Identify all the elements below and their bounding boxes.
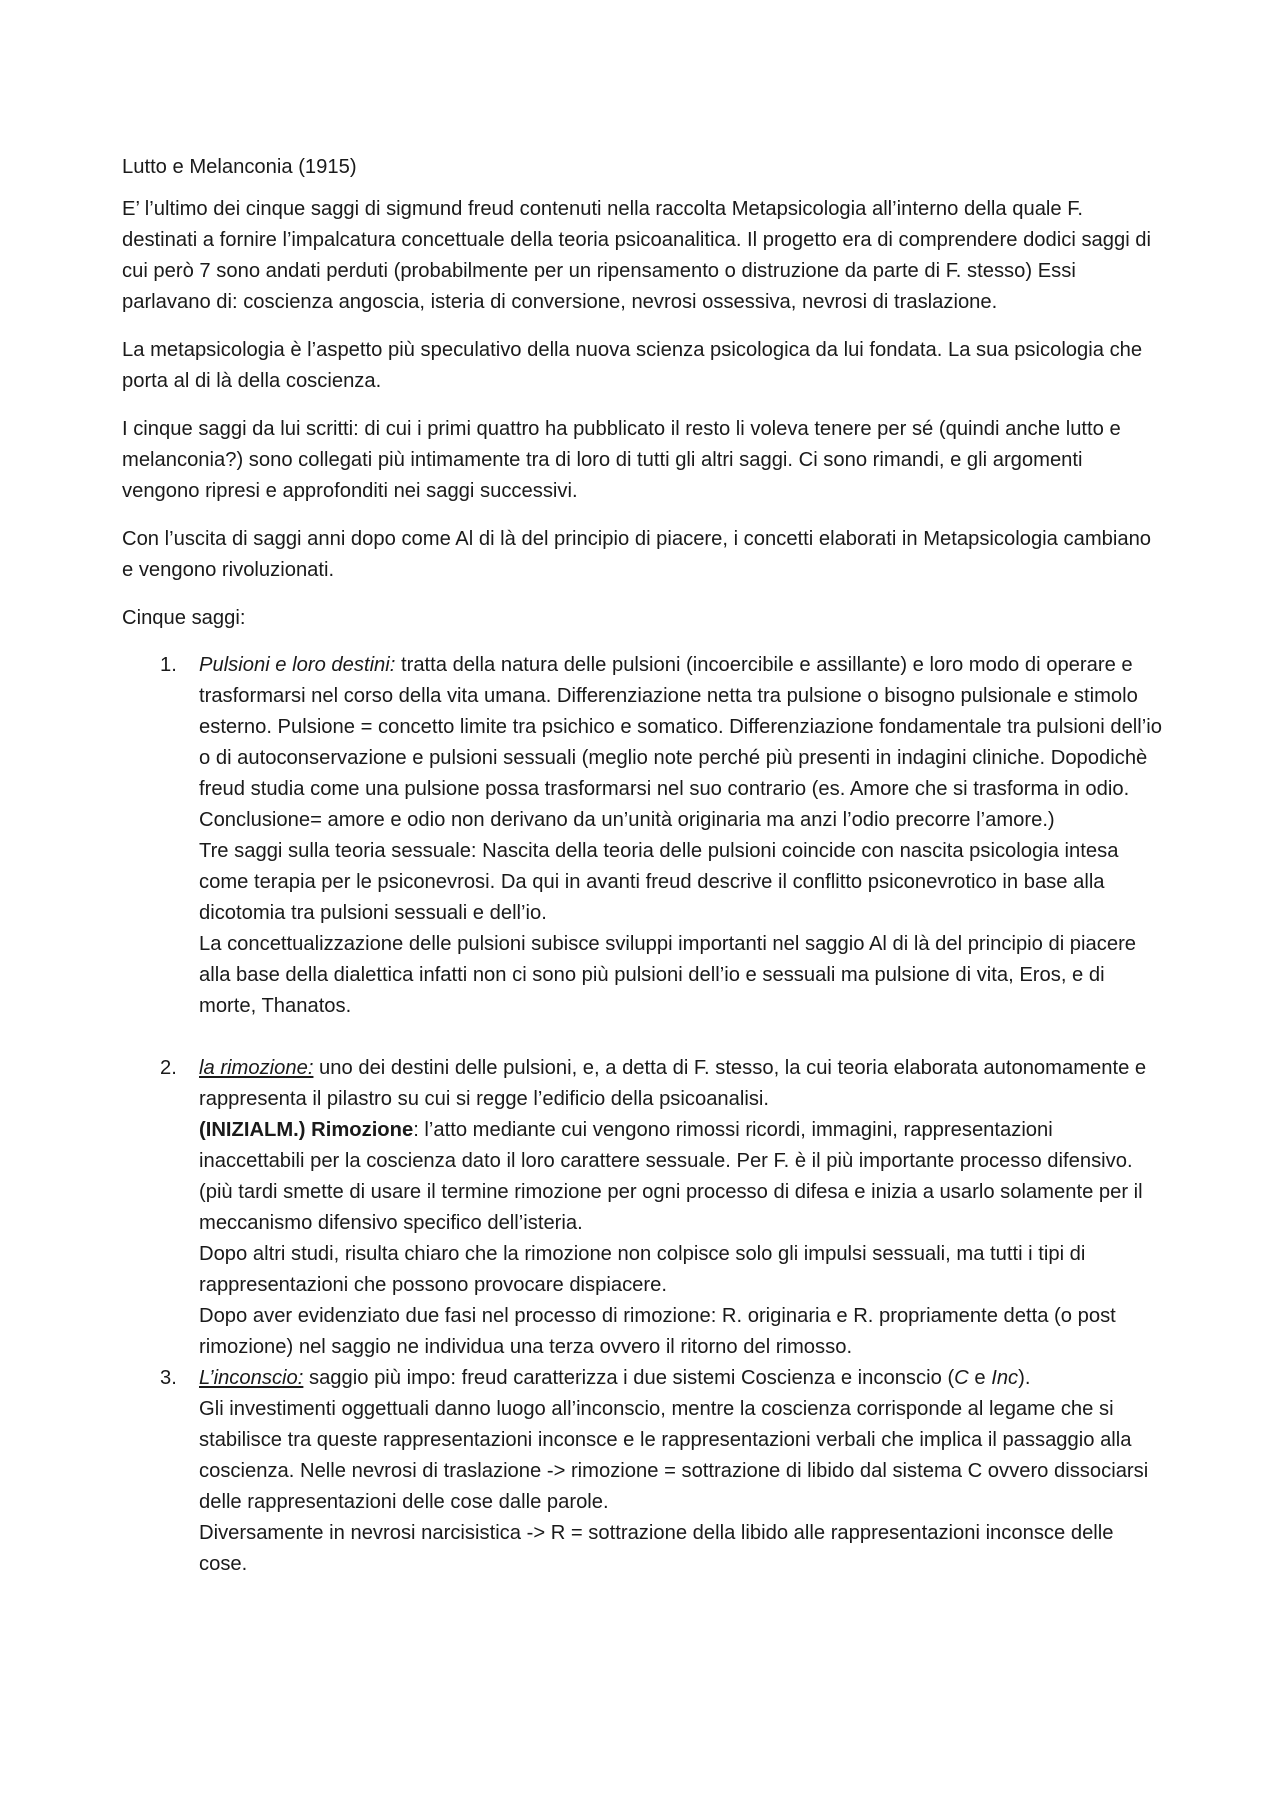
essay-text: La concettualizzazione delle pulsioni subisce sviluppi importanti nel saggio Al di là del principio di piacere alla base della dialettica infatti non ci sono più pulsioni dell’io e sessuali ma pulsione di vita, Eros, e di morte, Thanatos. <box>199 933 1137 1017</box>
essay-paragraph <box>199 650 1162 836</box>
list-number: 3. <box>160 1367 177 1389</box>
essay-text: ). <box>1018 1367 1031 1389</box>
essay-text: Gli investimenti oggettuali danno luogo all’inconscio, mentre la coscienza corrisponde al legame che si stabilisce tra queste rappresentazioni inconsce e le rappresentazioni verbali che implica il passaggio alla coscienza. Nelle nevrosi di traslazione -> rimozione = sottrazione di libido dal sistema C ovvero dissociarsi delle rappresentazioni delle cose dalle parole. <box>199 1398 1149 1513</box>
paragraph-five-essays: I cinque saggi da lui scritti: di cui i primi quattro ha pubblicato il resto li voleva tenere per sé (quindi anche lutto e melanconia?) sono collegati più intimamente tra di loro di tutti gli altri saggi. Ci sono rimandi, e gli argomenti vengono ripresi e approfonditi nei saggi successivi. <box>122 418 1121 502</box>
essay-text: Diversamente in nevrosi narcisistica -> R = sottrazione della libido alle rappresentazioni inconsce delle cose. <box>199 1522 1114 1575</box>
list-item <box>122 1363 1162 1580</box>
essay-text: Dopo aver evidenziato due fasi nel processo di rimozione: R. originaria e R. propriamente detta (o post rimozione) nel saggio ne individua una terza ovvero il ritorno del rimosso. <box>199 1305 1116 1358</box>
essay-paragraph <box>199 1363 1162 1394</box>
document-title: Lutto e Melanconia (1915) <box>122 156 357 178</box>
essay-text: Dopo altri studi, risulta chiaro che la rimozione non colpisce solo gli impulsi sessuali, ma tutti i tipi di rappresentazioni che possono provocare dispiacere. <box>199 1243 1086 1296</box>
essay-text: Tre saggi sulla teoria sessuale: Nascita della teoria delle pulsioni coincide con nascita psicologia intesa come terapia per le psiconevrosi. Da qui in avanti freud descrive il conflitto psiconevrotico in base alla dicotomia tra pulsioni sessuali e dell’io. <box>199 840 1119 924</box>
essay-title: L’inconscio: <box>199 1367 304 1389</box>
essay-paragraph <box>199 1053 1162 1115</box>
essay-title: la rimozione: <box>199 1057 314 1079</box>
essay-text: uno dei destini delle pulsioni, e, a detta di F. stesso, la cui teoria elaborata autonomamente e rappresenta il pilastro su cui si regge l’edificio della psicoanalisi. <box>199 1057 1147 1110</box>
essay-text: saggio più impo: freud caratterizza i due sistemi Coscienza e inconscio ( <box>303 1367 955 1389</box>
paragraph-later-essays: Con l’uscita di saggi anni dopo come Al di là del principio di piacere, i concetti elaborati in Metapsicologia cambiano e vengono rivoluzionati. <box>122 528 1152 581</box>
list-number: 2. <box>160 1057 177 1079</box>
bold-label: (INIZIALM.) Rimozione <box>199 1119 414 1141</box>
paragraph-metapsychology: La metapsicologia è l’aspetto più speculativo della nuova scienza psicologica da lui fondata. La sua psicologia che porta al di là della coscienza. <box>122 339 1143 392</box>
essay-list <box>122 650 1162 1580</box>
paragraph-intro: E’ l’ultimo dei cinque saggi di sigmund freud contenuti nella raccolta Metapsicologia all’interno della quale F. destinati a fornire l’impalcatura concettuale della teoria psicoanalitica. Il progetto era di comprendere dodici saggi di cui però 7 sono andati perduti (probabilmente per un ripensamento o distruzione da parte di F. stesso) Essi parlavano di: coscienza angoscia, isteria di conversione, nevrosi ossessiva, nevrosi di traslazione. <box>122 198 1152 313</box>
list-item <box>122 1053 1162 1363</box>
system-abbrev: Inc <box>991 1367 1019 1389</box>
essay-title: Pulsioni e loro destini: <box>199 654 396 676</box>
essay-text: : l’atto mediante cui vengono rimossi ricordi, immagini, rappresentazioni inaccettabili per la coscienza dato il loro carattere sessuale. Per F. è il più importante processo difensivo. (più tardi smette di usare il termine rimozione per ogni processo di difesa e inizia a usarlo solamente per il meccanismo difensivo specifico dell’isteria. <box>199 1119 1143 1234</box>
essay-text: tratta della natura delle pulsioni (incoercibile e assillante) e loro modo di operare e trasformarsi nel corso della vita umana. Differenziazione netta tra pulsione o bisogno pulsionale e stimolo esterno. Pulsione = concetto limite tra psichico e somatico. Differenziazione fondamentale tra pulsioni dell’io o di autoconservazione e pulsioni sessuali (meglio note perché più presenti in indagini cliniche. Dopodichè freud studia come una pulsione possa trasformarsi nel suo contrario (es. Amore che si trasforma in odio. Conclusione= amore e odio non derivano da un’unità originaria ma anzi l’odio precorre l’amore.) <box>199 654 1162 831</box>
system-abbrev: C <box>954 1367 969 1389</box>
list-heading: Cinque saggi: <box>122 607 246 629</box>
essay-text: e <box>968 1367 992 1389</box>
list-item <box>122 650 1162 1022</box>
essay-paragraph <box>199 1115 1162 1239</box>
list-number: 1. <box>160 654 177 676</box>
